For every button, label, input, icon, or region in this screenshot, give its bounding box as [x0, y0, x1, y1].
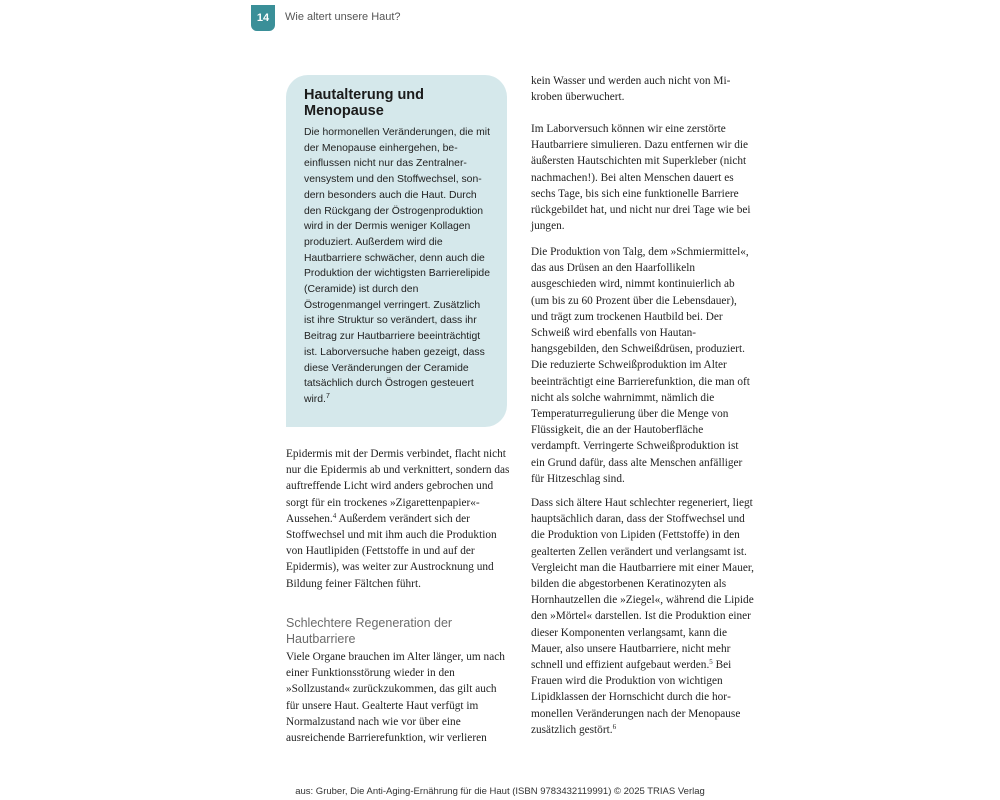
- left-paragraph-1: [286, 446, 510, 592]
- citation-footer: aus: Gruber, Die Anti-Aging-Ernährung für die Haut (ISBN 9783432119991) © 2025 TRIAS Verlag: [295, 786, 705, 797]
- running-head: Wie altert unsere Haut?: [285, 11, 401, 23]
- info-box-title: Hautalterung und Menopause: [304, 87, 425, 119]
- left-paragraph-1-text-b: Außerdem verändert sich der Stoffwechsel und mit ihm auch die Produktion von Hautlipiden (Fettstoffe in und auf der Epidermis), was weiter zur Austrocknung und Bildung feiner Fältchen führt.: [286, 512, 497, 590]
- left-paragraph-1-text-a: Epidermis mit der Dermis verbindet, flacht nicht nur die Epidermis ab und verknittert, sondern das auftreffende Licht wird anders gebrochen und sorgt für ein trockenes »Zigarettenpapier«-Aussehen.: [286, 448, 510, 525]
- right-paragraph-1: kein Wasser und werden auch nicht von Mikroben überwuchert.: [531, 75, 731, 104]
- footnote-reference: 4: [332, 511, 337, 520]
- right-paragraph-4-text-b: Bei Frauen wird die Produktion von wichtigen Lipidklassen der Hornschicht durch die hormonellen Veränderungen nach der Menopause zusätzlich gestört.: [531, 659, 741, 736]
- footnote-reference: 6: [612, 722, 617, 731]
- info-box-body: Die hormonellen Veränderungen, die mit der Menopause einhergehen, beeinflussen nicht nur das Zentralnervensystem und den Stoffwechsel, sondern besonders auch die Haut. Durch den Rückgang der Östrogenproduktion wird in der Dermis weniger Kollagen produziert. Außerdem wird die Hautbarriere schwächer, denn auch die Produktion der wichtigsten Barrierelipide (Ceramide) ist durch den Östrogenmangel verringert. Zusätzlich ist ihre Struktur so verändert, dass ihr Beitrag zur Hautbarriere beeinträchtigt ist. Laborversuche haben gezeigt, dass diese Veränderungen der Ceramide tatsächlich durch Östrogen gesteuert wird.: [304, 127, 490, 405]
- section-subheading: Schlechtere Regeneration der Hautbarriere: [286, 616, 453, 646]
- right-paragraph-2: Im Laborversuch können wir eine zerstörte Hautbarriere simulieren. Dazu entfernen wir die äußersten Hautschichten mit Superkleber (nicht nachmachen!). Bei alten Menschen dauert es sechs Tage, bis sich eine funktionelle Barriere rückgebildet hat, und nicht nur drei Tage wie bei jungen.: [531, 123, 751, 233]
- footnote-reference: 7: [325, 392, 330, 400]
- info-box: [286, 75, 507, 427]
- left-paragraph-2: Viele Organe brauchen im Alter länger, um nach einer Funktionsstörung wieder in den »Sollzustand« zurückzukommen, das gilt auch für unsere Haut. Gealterte Haut verfügt im Normalzustand nach wie vor über eine ausreichende Barrierefunktion, wir verlieren: [286, 651, 505, 745]
- right-paragraph-3: Die Produktion von Talg, dem »Schmiermittel«, das aus Drüsen an den Haarfollikeln ausgeschieden wird, nimmt kontinuierlich ab (um bis zu 60 Prozent über die Lebensdauer), und trägt zum trockenen Hautbild bei. Der Schweiß wird ebenfalls von Hautanhangsgebilden, den Schweißdrüsen, produziert. Die reduzierte Schweißproduktion im Alter beeinträchtigt eine Barrierefunktion, die man oft nicht als solche wahrnimmt, nämlich die Temperaturregulierung über die Menge von Flüssigkeit, die an der Hautoberfläche verdampft. Verringerte Schweißproduktion ist ein Grund dafür, dass alte Menschen anfälliger für Hitzeschlag sind.: [531, 246, 750, 485]
- info-box-text: [304, 125, 493, 408]
- right-paragraph-4: [531, 495, 755, 738]
- footnote-reference: 5: [709, 658, 713, 667]
- page-number-badge: 14: [251, 5, 275, 31]
- right-paragraph-4-text-a: Dass sich ältere Haut schlechter regeneriert, liegt hauptsächlich daran, dass der Stoffwechsel und die Produktion von Lipiden (Fettstoffe) in den gealterten Zellen verändert und verlangsamt ist. Vergleicht man die Hautbarriere mit einer Mauer, bilden die abgestorbenen Keratinozyten als Hornhautzellen die »Ziegel«, während die Lipide den »Mörtel« darstellen. Ist die Produktion einer dieser Komponenten verlangsamt, kann die Mauer, also unsere Hautbarriere, nicht mehr schnell und effizient aufgebaut werden.: [531, 497, 754, 672]
